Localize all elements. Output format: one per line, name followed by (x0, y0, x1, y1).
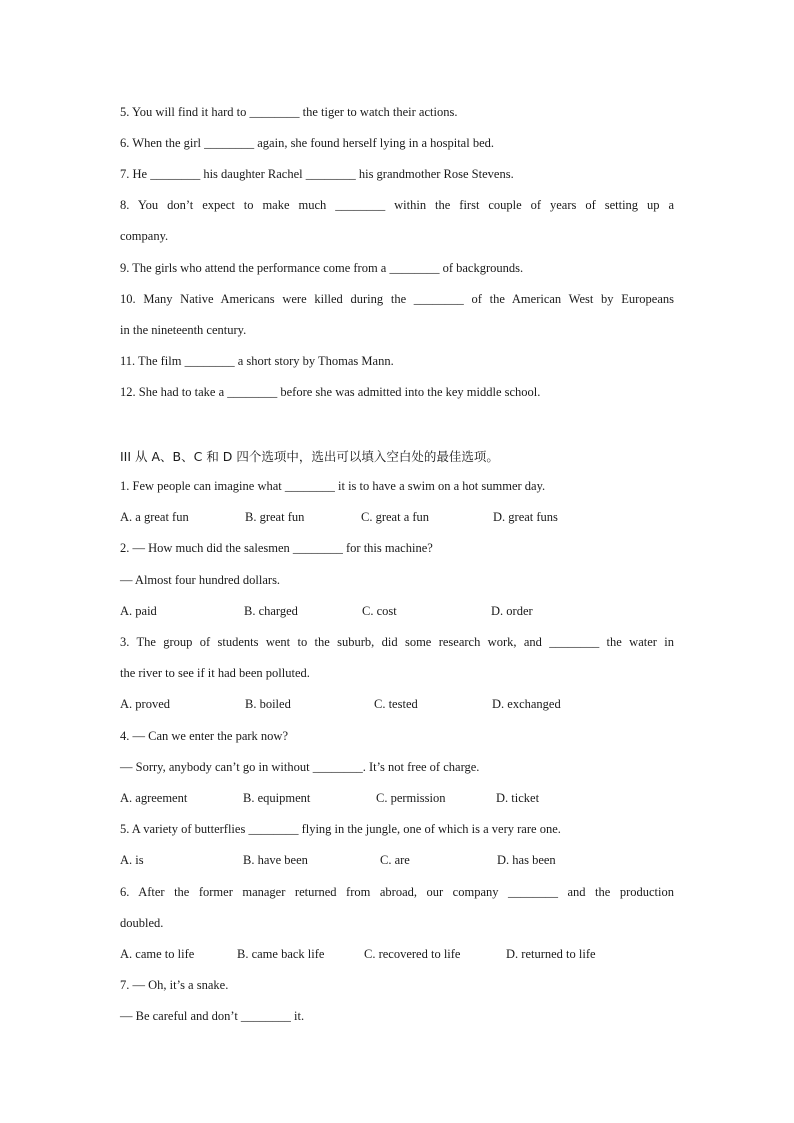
question-7-stem: 7. — Oh, it’s a snake. (120, 978, 229, 992)
option-b: B. have been (243, 853, 308, 867)
option-d: D. exchanged (492, 697, 561, 711)
question-3-options (120, 697, 680, 715)
question-2-stem: 2. — How much did the salesmen ________ for this machine? (120, 541, 433, 555)
option-b: B. great fun (245, 510, 305, 524)
question-3-stem-cont: the river to see if it had been polluted. (120, 666, 310, 680)
question-3-stem: 3. The group of students went to the suburb, did some research work, and ________ the water in (120, 635, 674, 649)
question-2-options (120, 604, 680, 622)
option-c: C. tested (374, 697, 418, 711)
option-b: B. charged (244, 604, 298, 618)
question-5-options (120, 853, 680, 871)
option-b: B. equipment (243, 791, 311, 805)
option-c: C. cost (362, 604, 397, 618)
option-a: A. is (120, 853, 144, 867)
option-c: C. are (380, 853, 410, 867)
question-2-reply: — Almost four hundred dollars. (120, 573, 281, 587)
question-6-stem: 6. After the former manager returned from abroad, our company ________ and the production (120, 885, 674, 899)
option-a: A. a great fun (120, 510, 189, 524)
question-6-options (120, 947, 680, 965)
question-4-reply: — Sorry, anybody can’t go in without ________. It’s not free of charge. (120, 760, 480, 774)
option-a: A. paid (120, 604, 157, 618)
question-4-options (120, 791, 680, 809)
question-5-stem: 5. A variety of butterflies ________ flying in the jungle, one of which is a very rare one. (120, 822, 561, 836)
item-5: 5. You will find it hard to ________ the tiger to watch their actions. (120, 105, 458, 119)
option-c: C. recovered to life (364, 947, 461, 961)
option-c: C. permission (376, 791, 446, 805)
option-d: D. returned to life (506, 947, 596, 961)
item-9: 9. The girls who attend the performance come from a ________ of backgrounds. (120, 261, 524, 275)
question-1-stem: 1. Few people can imagine what ________ it is to have a swim on a hot summer day. (120, 479, 546, 493)
option-b: B. came back life (237, 947, 325, 961)
section-heading: III 从 A、B、C 和 D 四个选项中，选出可以填入空白处的最佳选项。 (120, 449, 499, 464)
question-1-options (120, 510, 680, 528)
item-10-line1: 10. Many Native Americans were killed during the ________ of the American West by Europeans (120, 292, 674, 306)
option-d: D. has been (497, 853, 556, 867)
item-12: 12. She had to take a ________ before she was admitted into the key middle school. (120, 385, 541, 399)
option-d: D. order (491, 604, 533, 618)
option-a: A. proved (120, 697, 170, 711)
question-7-reply: — Be careful and don’t ________ it. (120, 1009, 305, 1023)
question-4-stem: 4. — Can we enter the park now? (120, 729, 288, 743)
item-10-line2: in the nineteenth century. (120, 323, 247, 337)
question-6-stem-cont: doubled. (120, 916, 164, 930)
item-6: 6. When the girl ________ again, she found herself lying in a hospital bed. (120, 136, 494, 150)
option-d: D. great funs (493, 510, 558, 524)
option-c: C. great a fun (361, 510, 430, 524)
item-7: 7. He ________ his daughter Rachel ________ his grandmother Rose Stevens. (120, 167, 514, 181)
option-a: A. came to life (120, 947, 195, 961)
option-d: D. ticket (496, 791, 540, 805)
item-8-line2: company. (120, 229, 169, 243)
option-a: A. agreement (120, 791, 188, 805)
item-8-line1: 8. You don’t expect to make much ________ within the first couple of years of setting up a (120, 198, 674, 212)
item-11: 11. The film ________ a short story by Thomas Mann. (120, 354, 394, 368)
option-b: B. boiled (245, 697, 291, 711)
